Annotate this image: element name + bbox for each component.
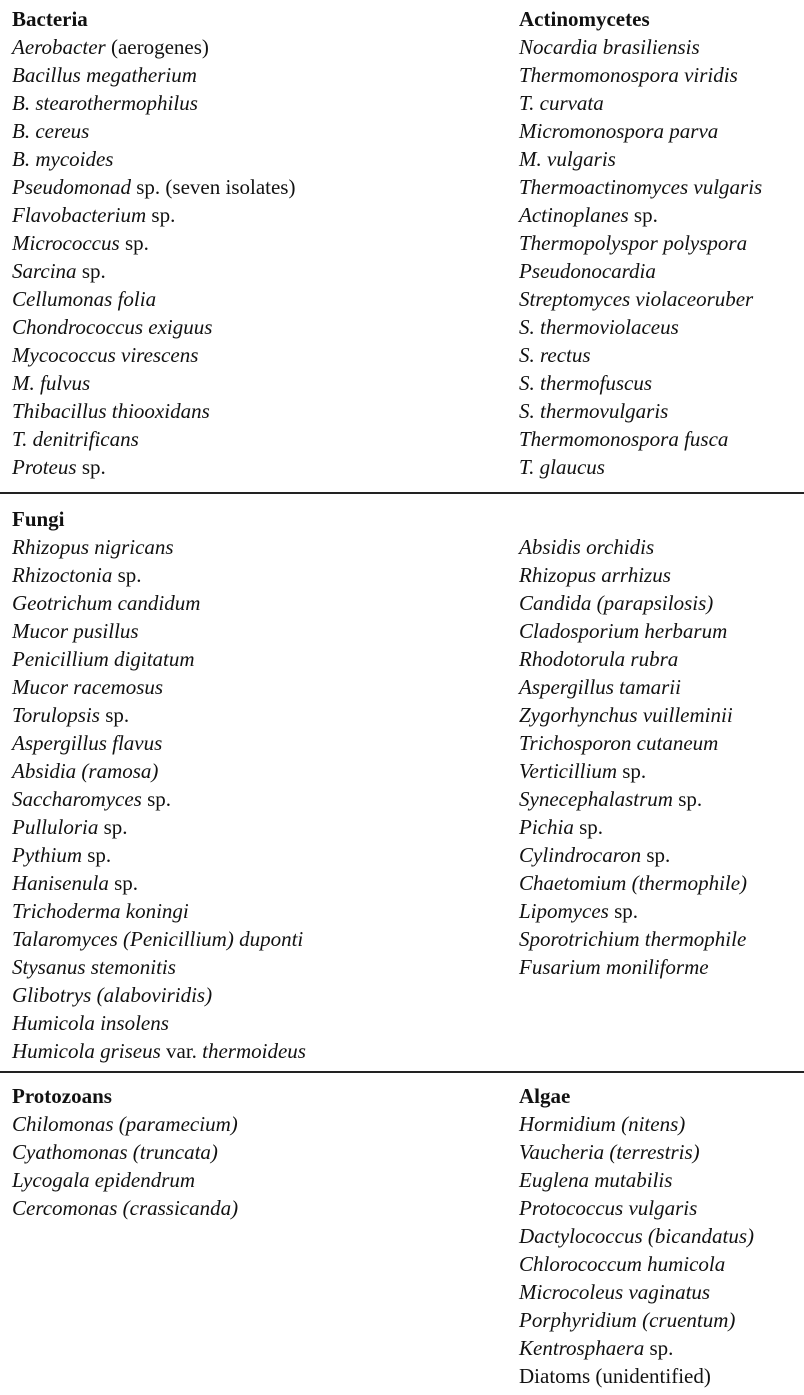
item-text: sp.: [146, 203, 176, 227]
bacteria-item: [12, 89, 295, 117]
algae-item: [519, 1194, 754, 1222]
item-text: Protococcus vulgaris: [519, 1196, 698, 1220]
fungi-item: [519, 925, 747, 953]
section-divider: [0, 492, 804, 494]
item-text: Hanisenula: [12, 871, 109, 895]
fungi-item: [12, 813, 306, 841]
item-text: Thermomonospora fusca: [519, 427, 729, 451]
item-text: sp.: [81, 843, 112, 867]
actinomycetes-item: [519, 453, 762, 481]
item-text: Rhizoctonia: [12, 563, 113, 587]
item-text: sp.: [628, 203, 658, 227]
item-text: Lycogala epidendrum: [12, 1168, 196, 1192]
fungi-item: [519, 645, 747, 673]
fungi-item: [12, 1037, 306, 1065]
item-text: Actinoplanes: [519, 203, 629, 227]
item-text: Proteus: [12, 455, 77, 479]
item-text: Cyathomonas (truncata): [12, 1140, 218, 1164]
item-text: Candida (parapsilosis): [519, 591, 714, 615]
actinomycetes-item: [519, 229, 762, 257]
fungi-item: [519, 533, 747, 561]
item-text: Lipomyces: [519, 899, 609, 923]
item-text: Thermoactinomyces vulgaris: [519, 175, 763, 199]
item-text: Pulluloria: [12, 815, 99, 839]
item-text: Penicillium digitatum: [12, 647, 195, 671]
item-text: M. vulgaris: [519, 147, 616, 171]
item-text: Sarcina: [12, 259, 77, 283]
item-text: Euglena mutabilis: [519, 1168, 673, 1192]
item-text: sp. (seven isolates): [131, 175, 296, 199]
algae-item: [519, 1138, 754, 1166]
item-text: Aspergillus tamarii: [519, 675, 681, 699]
item-text: Chlorococcum humicola: [519, 1252, 726, 1276]
item-text: Thibacillus thiooxidans: [12, 399, 210, 423]
bacteria-item: [12, 285, 295, 313]
item-text: Thermopolyspor polyspora: [519, 231, 748, 255]
algae-item: [519, 1278, 754, 1306]
item-text: Geotrichum candidum: [12, 591, 201, 615]
item-text: Chaetomium (thermophile): [519, 871, 748, 895]
actinomycetes-column: [519, 5, 762, 481]
protozoans-algae-section: [0, 1082, 804, 1392]
protozoans-item: [12, 1138, 238, 1166]
bacteria-column: [12, 5, 295, 481]
algae-item: [519, 1334, 754, 1362]
item-text: S. thermovulgaris: [519, 399, 669, 423]
item-text: Streptomyces violaceoruber: [519, 287, 754, 311]
protozoans-item: [12, 1166, 238, 1194]
fungi-item: [519, 953, 747, 981]
item-text: Thermomonospora viridis: [519, 63, 738, 87]
item-text: Stysanus stemonitis: [12, 955, 176, 979]
bacteria-item: [12, 369, 295, 397]
item-text: Absidia (ramosa): [12, 759, 159, 783]
item-text: Synecephalastrum: [519, 787, 673, 811]
algae-heading: Algae: [519, 1084, 571, 1108]
item-text: sp.: [108, 871, 139, 895]
actinomycetes-item: [519, 285, 762, 313]
fungi-item: [519, 813, 747, 841]
fungi-item: [12, 701, 306, 729]
item-text: B. cereus: [12, 119, 90, 143]
bacteria-item: [12, 33, 295, 61]
actinomycetes-item: [519, 341, 762, 369]
actinomycetes-item: [519, 33, 762, 61]
item-text: Cylindrocaron: [519, 843, 642, 867]
bacteria-heading: Bacteria: [12, 7, 88, 31]
item-text: Flavobacterium: [12, 203, 147, 227]
fungi-item: [12, 897, 306, 925]
bacteria-item: [12, 201, 295, 229]
fungi-heading: Fungi: [12, 507, 65, 531]
item-text: Pseudonocardia: [519, 259, 656, 283]
fungi-item: [12, 869, 306, 897]
item-text: Rhizopus arrhizus: [519, 563, 671, 587]
item-text: sp.: [112, 563, 142, 587]
item-text: Mucor racemosus: [12, 675, 164, 699]
item-text: Nocardia brasiliensis: [519, 35, 700, 59]
item-text: sp.: [672, 787, 703, 811]
bacteria-item: [12, 257, 295, 285]
fungi-item: [12, 953, 306, 981]
item-text: Pseudomonad: [12, 175, 131, 199]
bacteria-item: [12, 313, 295, 341]
item-text: S. rectus: [519, 343, 591, 367]
protozoans-list: [12, 1110, 238, 1222]
fungi-right-spacer: [519, 505, 747, 533]
fungi-item: [519, 841, 747, 869]
item-text: sp.: [644, 1336, 674, 1360]
fungi-item: [12, 757, 306, 785]
item-text: Kentrosphaera: [519, 1336, 645, 1360]
item-text: sp.: [141, 787, 172, 811]
item-text: sp.: [76, 455, 106, 479]
item-text: Absidis orchidis: [519, 535, 655, 559]
actinomycetes-item: [519, 173, 762, 201]
item-text: Aerobacter: [12, 35, 106, 59]
fungi-item: [519, 757, 747, 785]
item-text: Mucor pusillus: [12, 619, 139, 643]
fungi-item: [12, 925, 306, 953]
item-text: var.: [160, 1039, 203, 1063]
item-text: Mycococcus virescens: [12, 343, 199, 367]
item-text: Cercomonas (crassicanda): [12, 1196, 239, 1220]
fungi-item: [519, 561, 747, 589]
fungi-item: [519, 897, 747, 925]
fungi-item: [519, 729, 747, 757]
bacteria-item: [12, 425, 295, 453]
actinomycetes-item: [519, 89, 762, 117]
bacteria-item: [12, 145, 295, 173]
section-divider: [0, 1071, 804, 1073]
item-text: Micromonospora parva: [519, 119, 719, 143]
item-text: Chondrococcus exiguus: [12, 315, 213, 339]
fungi-item: [519, 589, 747, 617]
item-text: Bacillus megatherium: [12, 63, 197, 87]
bacteria-item: [12, 453, 295, 481]
item-text: sp.: [573, 815, 604, 839]
item-text: Microcoleus vaginatus: [519, 1280, 711, 1304]
item-text: Pythium: [12, 843, 82, 867]
item-text: Cladosporium herbarum: [519, 619, 728, 643]
item-text: Rhodotorula rubra: [519, 647, 679, 671]
item-text: Sporotrichium thermophile: [519, 927, 747, 951]
fungi-item: [12, 981, 306, 1009]
bacteria-item: [12, 397, 295, 425]
item-text: Aspergillus flavus: [12, 731, 163, 755]
algae-item: [519, 1222, 754, 1250]
item-text: sp.: [617, 759, 647, 783]
item-text: Diatoms (unidentified): [519, 1364, 711, 1388]
actinomycetes-item: [519, 313, 762, 341]
bacteria-actinomycetes-section: [0, 5, 804, 485]
algae-column: [519, 1082, 754, 1390]
item-text: sp.: [641, 843, 671, 867]
fungi-item: [12, 533, 306, 561]
algae-item: [519, 1250, 754, 1278]
fungi-item: [12, 673, 306, 701]
item-text: M. fulvus: [12, 371, 91, 395]
bacteria-item: [12, 341, 295, 369]
actinomycetes-item: [519, 397, 762, 425]
fungi-item: [12, 729, 306, 757]
item-text: Glibotrys (alaboviridis): [12, 983, 213, 1007]
fungi-item: [12, 1009, 306, 1037]
fungi-item: [12, 841, 306, 869]
item-text: T. denitrificans: [12, 427, 139, 451]
item-text: T. glaucus: [519, 455, 605, 479]
fungi-left-column: [12, 505, 306, 1065]
item-text: Hormidium (nitens): [519, 1112, 686, 1136]
item-text: Zygorhynchus vuilleminii: [519, 703, 733, 727]
item-text: thermoideus: [202, 1039, 306, 1063]
protozoans-heading: Protozoans: [12, 1084, 112, 1108]
actinomycetes-heading: Actinomycetes: [519, 7, 650, 31]
item-text: S. thermofuscus: [519, 371, 652, 395]
item-text: B. mycoides: [12, 147, 114, 171]
item-text: Pichia: [519, 815, 574, 839]
protozoans-item: [12, 1110, 238, 1138]
item-text: Vaucheria (terrestris): [519, 1140, 700, 1164]
fungi-item: [519, 701, 747, 729]
actinomycetes-item: [519, 257, 762, 285]
protozoans-column: [12, 1082, 238, 1222]
item-text: sp.: [76, 259, 106, 283]
bacteria-list: [12, 33, 295, 481]
item-text: Porphyridium (cruentum): [519, 1308, 736, 1332]
actinomycetes-item: [519, 145, 762, 173]
fungi-section: [0, 505, 804, 1065]
item-text: Fusarium moniliforme: [519, 955, 709, 979]
actinomycetes-item: [519, 425, 762, 453]
item-text: Trichoderma koningi: [12, 899, 189, 923]
fungi-item: [12, 785, 306, 813]
item-text: Dactylococcus (bicandatus): [519, 1224, 755, 1248]
bacteria-item: [12, 117, 295, 145]
item-text: Humicola griseus: [12, 1039, 161, 1063]
actinomycetes-item: [519, 201, 762, 229]
fungi-right-column: [519, 505, 747, 981]
fungi-item: [519, 785, 747, 813]
item-text: B. stearothermophilus: [12, 91, 198, 115]
fungi-right-list: [519, 533, 747, 981]
protozoans-item: [12, 1194, 238, 1222]
fungi-item: [12, 561, 306, 589]
item-text: Cellumonas folia: [12, 287, 157, 311]
item-text: Talaromyces (Penicillium) duponti: [12, 927, 304, 951]
item-text: Trichosporon cutaneum: [519, 731, 719, 755]
actinomycetes-item: [519, 369, 762, 397]
fungi-item: [12, 589, 306, 617]
item-text: Micrococcus: [12, 231, 120, 255]
item-text: sp.: [99, 703, 130, 727]
item-text: sp.: [608, 899, 639, 923]
item-text: Saccharomyces: [12, 787, 142, 811]
algae-item: [519, 1110, 754, 1138]
fungi-item: [519, 617, 747, 645]
item-text: Humicola insolens: [12, 1011, 169, 1035]
fungi-left-list: [12, 533, 306, 1065]
item-text: sp.: [119, 231, 149, 255]
item-text: S. thermoviolaceus: [519, 315, 679, 339]
item-text: Torulopsis: [12, 703, 100, 727]
bacteria-item: [12, 61, 295, 89]
fungi-item: [12, 645, 306, 673]
fungi-item: [12, 617, 306, 645]
actinomycetes-item: [519, 117, 762, 145]
fungi-item: [519, 673, 747, 701]
actinomycetes-list: [519, 33, 762, 481]
item-text: T. curvata: [519, 91, 604, 115]
fungi-item: [519, 869, 747, 897]
item-text: Chilomonas (paramecium): [12, 1112, 238, 1136]
algae-list: [519, 1110, 754, 1390]
actinomycetes-item: [519, 61, 762, 89]
bacteria-item: [12, 229, 295, 257]
item-text: Rhizopus nigricans: [12, 535, 174, 559]
bacteria-item: [12, 173, 295, 201]
algae-item: [519, 1306, 754, 1334]
item-text: (aerogenes): [105, 35, 209, 59]
item-text: Verticillium: [519, 759, 617, 783]
algae-item: [519, 1166, 754, 1194]
algae-item: [519, 1362, 754, 1390]
item-text: sp.: [98, 815, 128, 839]
